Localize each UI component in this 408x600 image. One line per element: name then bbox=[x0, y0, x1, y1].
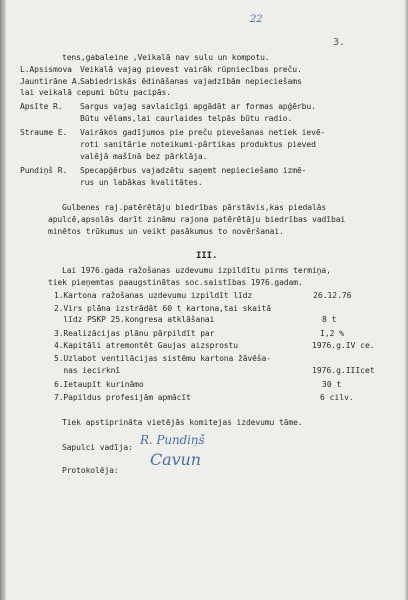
paragraph-line: Gulbenes raj.patērētāju biedrības pārstāvis,kas piedalās bbox=[62, 203, 327, 212]
remark-name: L.Apsismova bbox=[20, 65, 72, 74]
remark-name: Apsīte R. bbox=[20, 102, 63, 111]
obligation-value: 1976.g.IIIcet bbox=[312, 366, 375, 375]
remark-line: Sargus vajag savlaicīgi apgādāt ar formas apģērbu. bbox=[80, 102, 316, 111]
obligation-value: I,2 % bbox=[320, 329, 345, 338]
opening-line: tens,gabaleine ,Veikalā nav sulu un kompotu. bbox=[62, 53, 270, 62]
obligation-item: 1.Kartona ražošanas uzdevumu izpildīt līdz bbox=[54, 291, 253, 300]
obligation-value: 30 t bbox=[322, 380, 342, 389]
remark-line: valējā mašīnā bez pārklāja. bbox=[80, 152, 208, 161]
remark-line: Vairākos gadījumos pie preču pievešanas netiek ievē- bbox=[80, 128, 326, 137]
handwritten-page-number: 22 bbox=[250, 14, 263, 25]
remark-name: Jauntirāne A. bbox=[20, 77, 82, 86]
obligation-item: 5.Uzlabot ventilācijas sistēmu kartona žāvēša- bbox=[54, 354, 271, 363]
secretary-label: Protokolēja: bbox=[62, 466, 119, 475]
chair-label: Sapulci vadīja: bbox=[62, 443, 133, 452]
obligation-item: nas iecirknī bbox=[54, 366, 121, 375]
obligation-item: 4.Kapitāli atremontēt Gaujas aizsprostu bbox=[54, 341, 238, 350]
section-title: III. bbox=[196, 251, 218, 261]
remark-line: rus un labākas kvalitātes. bbox=[80, 178, 203, 187]
closing-line: Tiek apstiprināta vietējās komitejas izdevumu tāme. bbox=[62, 418, 303, 427]
obligation-value: 1976.g.IV ce. bbox=[312, 341, 375, 350]
remark-line: Specapģērbus vajadzētu saņemt nepieciešamo izmē- bbox=[80, 166, 307, 175]
paragraph-line: apulcē,apsolās darīt zināmu rajona patērētāju biedrības vadībai bbox=[48, 215, 346, 224]
paragraph-line: minētos trūkumus un veikt pasākumus to novēršanai. bbox=[48, 227, 284, 236]
page-number: 3. bbox=[333, 37, 345, 48]
remark-line: roti sanitārie noteikumi-pārtikas produktus pieved bbox=[80, 140, 316, 149]
section-intro-line: Lai 1976.gada ražošanas uzdevumu izpildītu pirms termiņa, bbox=[62, 266, 331, 275]
obligation-item: 6.Ietaupīt kurināmo bbox=[54, 380, 144, 389]
obligation-value: 8 t bbox=[322, 315, 337, 324]
obligation-item: 2.Virs plāna izstrādāt 60 t kartona,tai skaitā bbox=[54, 304, 271, 313]
obligation-item: līdz PSKP 25.kongresa atklāšanai bbox=[54, 315, 215, 324]
remark-name: Straume E. bbox=[20, 128, 68, 137]
obligation-value: 26.12.76 bbox=[313, 291, 352, 300]
obligation-item: 7.Papildus profesijām apmācīt bbox=[54, 393, 191, 402]
secretary-signature: Cavun bbox=[150, 450, 201, 469]
remark-line: Būtu vēlams,lai caurlaides telpās būtu radio. bbox=[80, 114, 293, 123]
remark-name: Pundiņš R. bbox=[20, 166, 68, 175]
remark-line: Veikalā vajag pievest vairāk rūpniecības preču. bbox=[80, 65, 302, 74]
remark-line: Sabiedriskās ēdināšanas vajadzībām nepieciešams bbox=[80, 77, 302, 86]
obligation-item: 3.Realizācijas plānu pārpildīt par bbox=[54, 329, 215, 338]
remark-line: lai veikalā cepumi būtu pacipās. bbox=[20, 88, 171, 97]
section-intro-line: tiek pieņemtas paaugstinātas soc.saistības 1976.gadam. bbox=[48, 278, 303, 287]
chair-signature: R. Pundiņš bbox=[140, 433, 205, 447]
obligation-value: 6 cilv. bbox=[320, 393, 354, 402]
